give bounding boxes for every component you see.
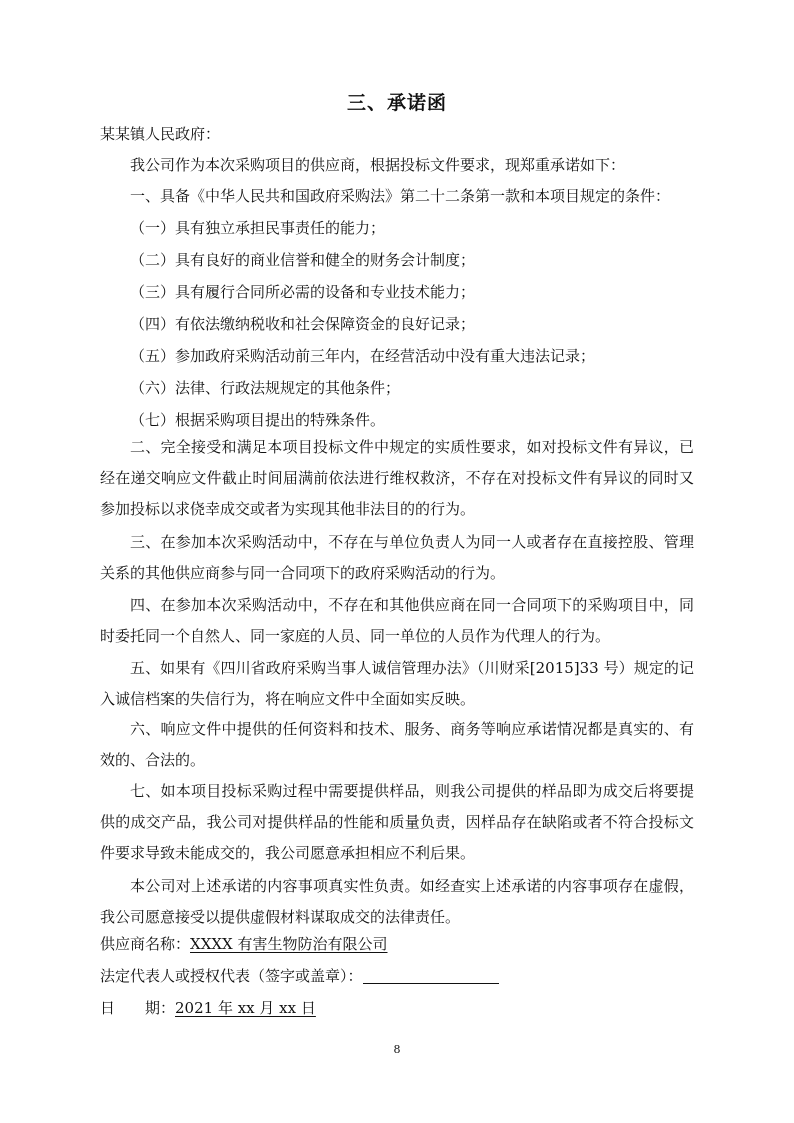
condition-item: （七）根据采购项目提出的特殊条件。 [130,411,386,429]
condition-item: （三）具有履行合同所必需的设备和专业技术能力； [130,283,476,301]
clause-5: 五、如果有《四川省政府采购当事人诚信管理办法》（川财采[2015]33 号）规定的记入诚信档案的失信行为，将在响应文件中全面如实反映。 [100,659,694,708]
supplier-label: 供应商名称： [100,935,191,953]
page-number: 8 [393,1043,401,1056]
condition-item: （二）具有良好的商业信誉和健全的财务会计制度； [130,251,476,269]
date-row [100,998,316,1018]
clause-1: 一、具备《中华人民共和国政府采购法》第二十二条第一款和本项目规定的条件： [130,187,671,205]
condition-item: （四）有依法缴纳税收和社会保障资金的良好记录； [130,315,476,333]
clause-4: 四、在参加本次采购活动中，不存在和其他供应商在同一合同项下的采购项目中，同时委托同一个自然人、同一家庭的人员、同一单位的人员作为代理人的行为。 [100,596,694,645]
date-label: 日 期： [100,999,176,1017]
condition-item: （六）法律、行政法规规定的其他条件； [130,379,401,397]
clause-6: 六、响应文件中提供的任何资料和技术、服务、商务等响应承诺情况都是真实的、有效的、合法的。 [100,720,694,769]
addressee: 某某镇人民政府： [100,125,221,143]
condition-item: （一）具有独立承担民事责任的能力； [130,219,386,237]
document-title: 三、承诺函 [346,92,447,114]
closing-statement: 本公司对上述承诺的内容事项真实性负责。如经查实上述承诺的内容事项存在虚假，我公司愿意接受以提供虚假材料谋取成交的法律责任。 [100,877,694,926]
intro-text: 我公司作为本次采购项目的供应商，根据投标文件要求，现郑重承诺如下： [130,156,626,174]
signature-line [363,968,499,984]
clause-2: 二、完全接受和满足本项目投标文件中规定的实质性要求，如对投标文件有异议，已经在递交响应文件截止时间届满前依法进行维权救济，不存在对投标文件有异议的同时又参加投标以求侥幸成交或者为实现其他非法目的的行为。 [100,438,694,518]
representative-label: 法定代表人或授权代表（签字或盖章）： [100,967,363,985]
supplier-row [100,934,388,954]
condition-item: （五）参加政府采购活动前三年内，在经营活动中没有重大违法记录； [130,347,596,365]
date-value: 2021 年 xx 月 xx 日 [175,999,316,1017]
clause-3: 三、在参加本次采购活动中，不存在与单位负责人为同一人或者存在直接控股、管理关系的其他供应商参与同一合同项下的政府采购活动的行为。 [100,533,694,582]
representative-row [100,966,499,986]
supplier-name: XXXX 有害生物防治有限公司 [190,935,388,953]
clause-7: 七、如本项目投标采购过程中需要提供样品，则我公司提供的样品即为成交后将要提供的成交产品，我公司对提供样品的性能和质量负责，因样品存在缺陷或者不符合投标文件要求导致未能成交的，我公司愿意承担相应不利后果。 [100,782,694,862]
